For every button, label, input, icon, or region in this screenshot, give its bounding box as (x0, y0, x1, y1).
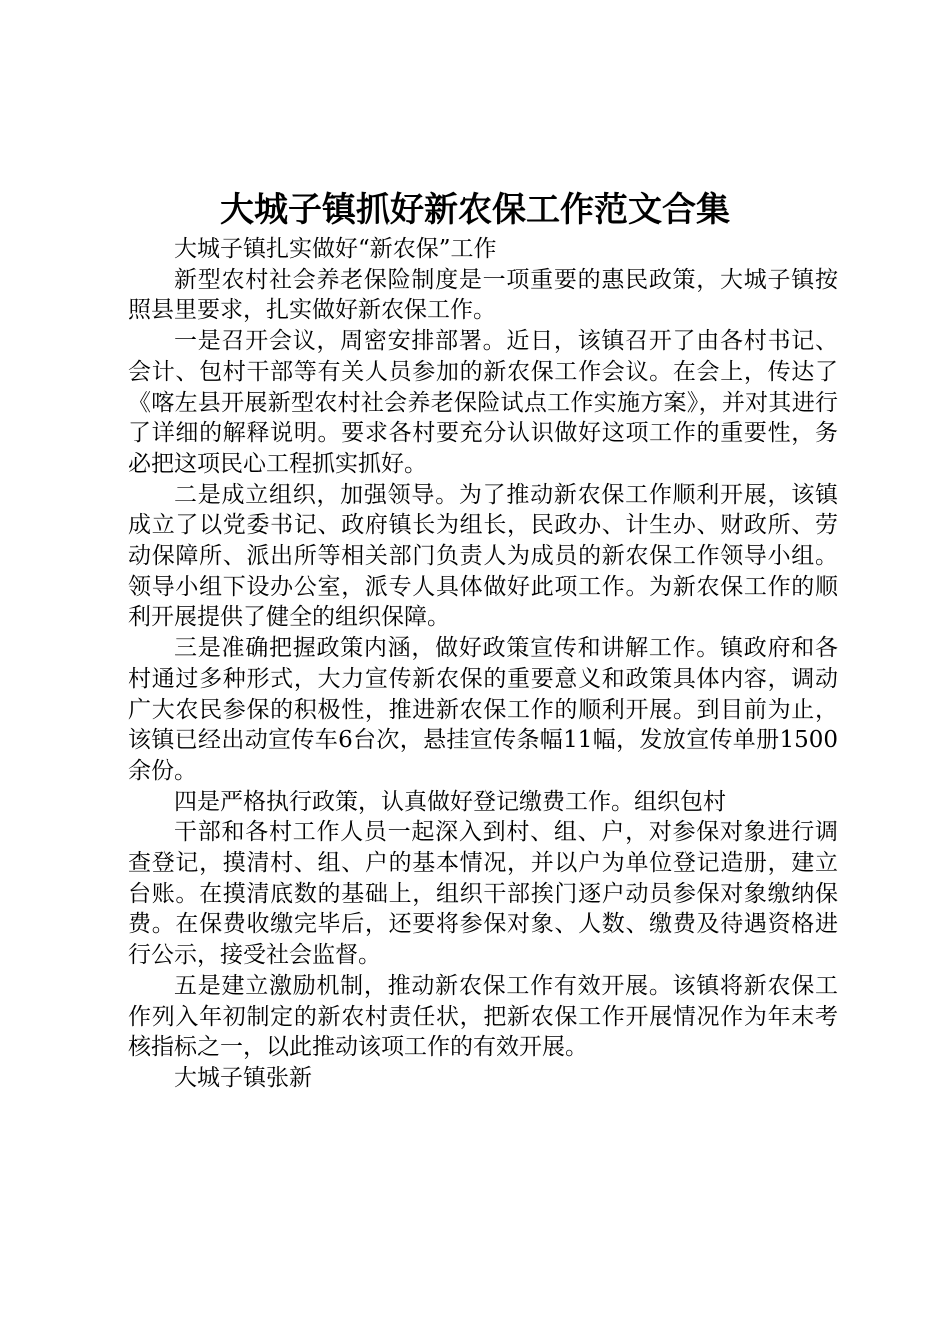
paragraph-subtitle: 大城子镇扎实做好“新农保”工作 (174, 236, 497, 262)
paragraph-intro: 新型农村社会养老保险制度是一项重要的惠民政策，大城子镇按照县里要求，扎实做好新农保工作。 (128, 266, 838, 324)
paragraph-point-1: 一是召开会议，周密安排部署。近日，该镇召开了由各村书记、会计、包村干部等有关人员参加的新农保工作会议。在会上，传达了《喀左县开展新型农村社会养老保险试点工作实施方案》，并对其进行了详细的解释说明。要求各村要充分认识做好这项工作的重要性，务必把这项民心工程抓实抓好。 (128, 328, 838, 477)
paragraph-point-2: 二是成立组织，加强领导。为了推动新农保工作顺利开展，该镇成立了以党委书记、政府镇长为组长，民政办、计生办、财政所、劳动保障所、派出所等相关部门负责人为成员的新农保工作领导小组。领导小组下设办公室，派专人具体做好此项工作。为新农保工作的顺利开展提供了健全的组织保障。 (128, 481, 838, 631)
paragraph-point-3: 三是准确把握政策内涵，做好政策宣传和讲解工作。镇政府和各村通过多种形式，大力宣传新农保的重要意义和政策具体内容，调动广大农民参保的积极性，推进新农保工作的顺利开展。到目前为止，该镇已经出动宣传车6台次，悬挂宣传条幅11幅，发放宣传单册1500余份。 (128, 635, 838, 784)
paragraph-point-4: 四是严格执行政策，认真做好登记缴费工作。组织包村 (174, 788, 726, 815)
document-title: 大城子镇抓好新农保工作范文合集 (220, 190, 730, 230)
paragraph-point-5: 五是建立激励机制，推动新农保工作有效开展。该镇将新农保工作列入年初制定的新农村责任状，把新农保工作开展情况作为年末考核指标之一，以此推动该项工作的有效开展。 (128, 972, 838, 1061)
paragraph-point-4-continued: 干部和各村工作人员一起深入到村、组、户，对参保对象进行调查登记，摸清村、组、户的基本情况，并以户为单位登记造册，建立台账。在摸清底数的基础上，组织干部挨门逐户动员参保对象缴纳保费。在保费收缴完毕后，还要将参保对象、人数、缴费及待遇资格进行公示，接受社会监督。 (128, 819, 838, 969)
document-body (128, 234, 838, 1094)
paragraph-signature: 大城子镇张新 (174, 1064, 312, 1091)
